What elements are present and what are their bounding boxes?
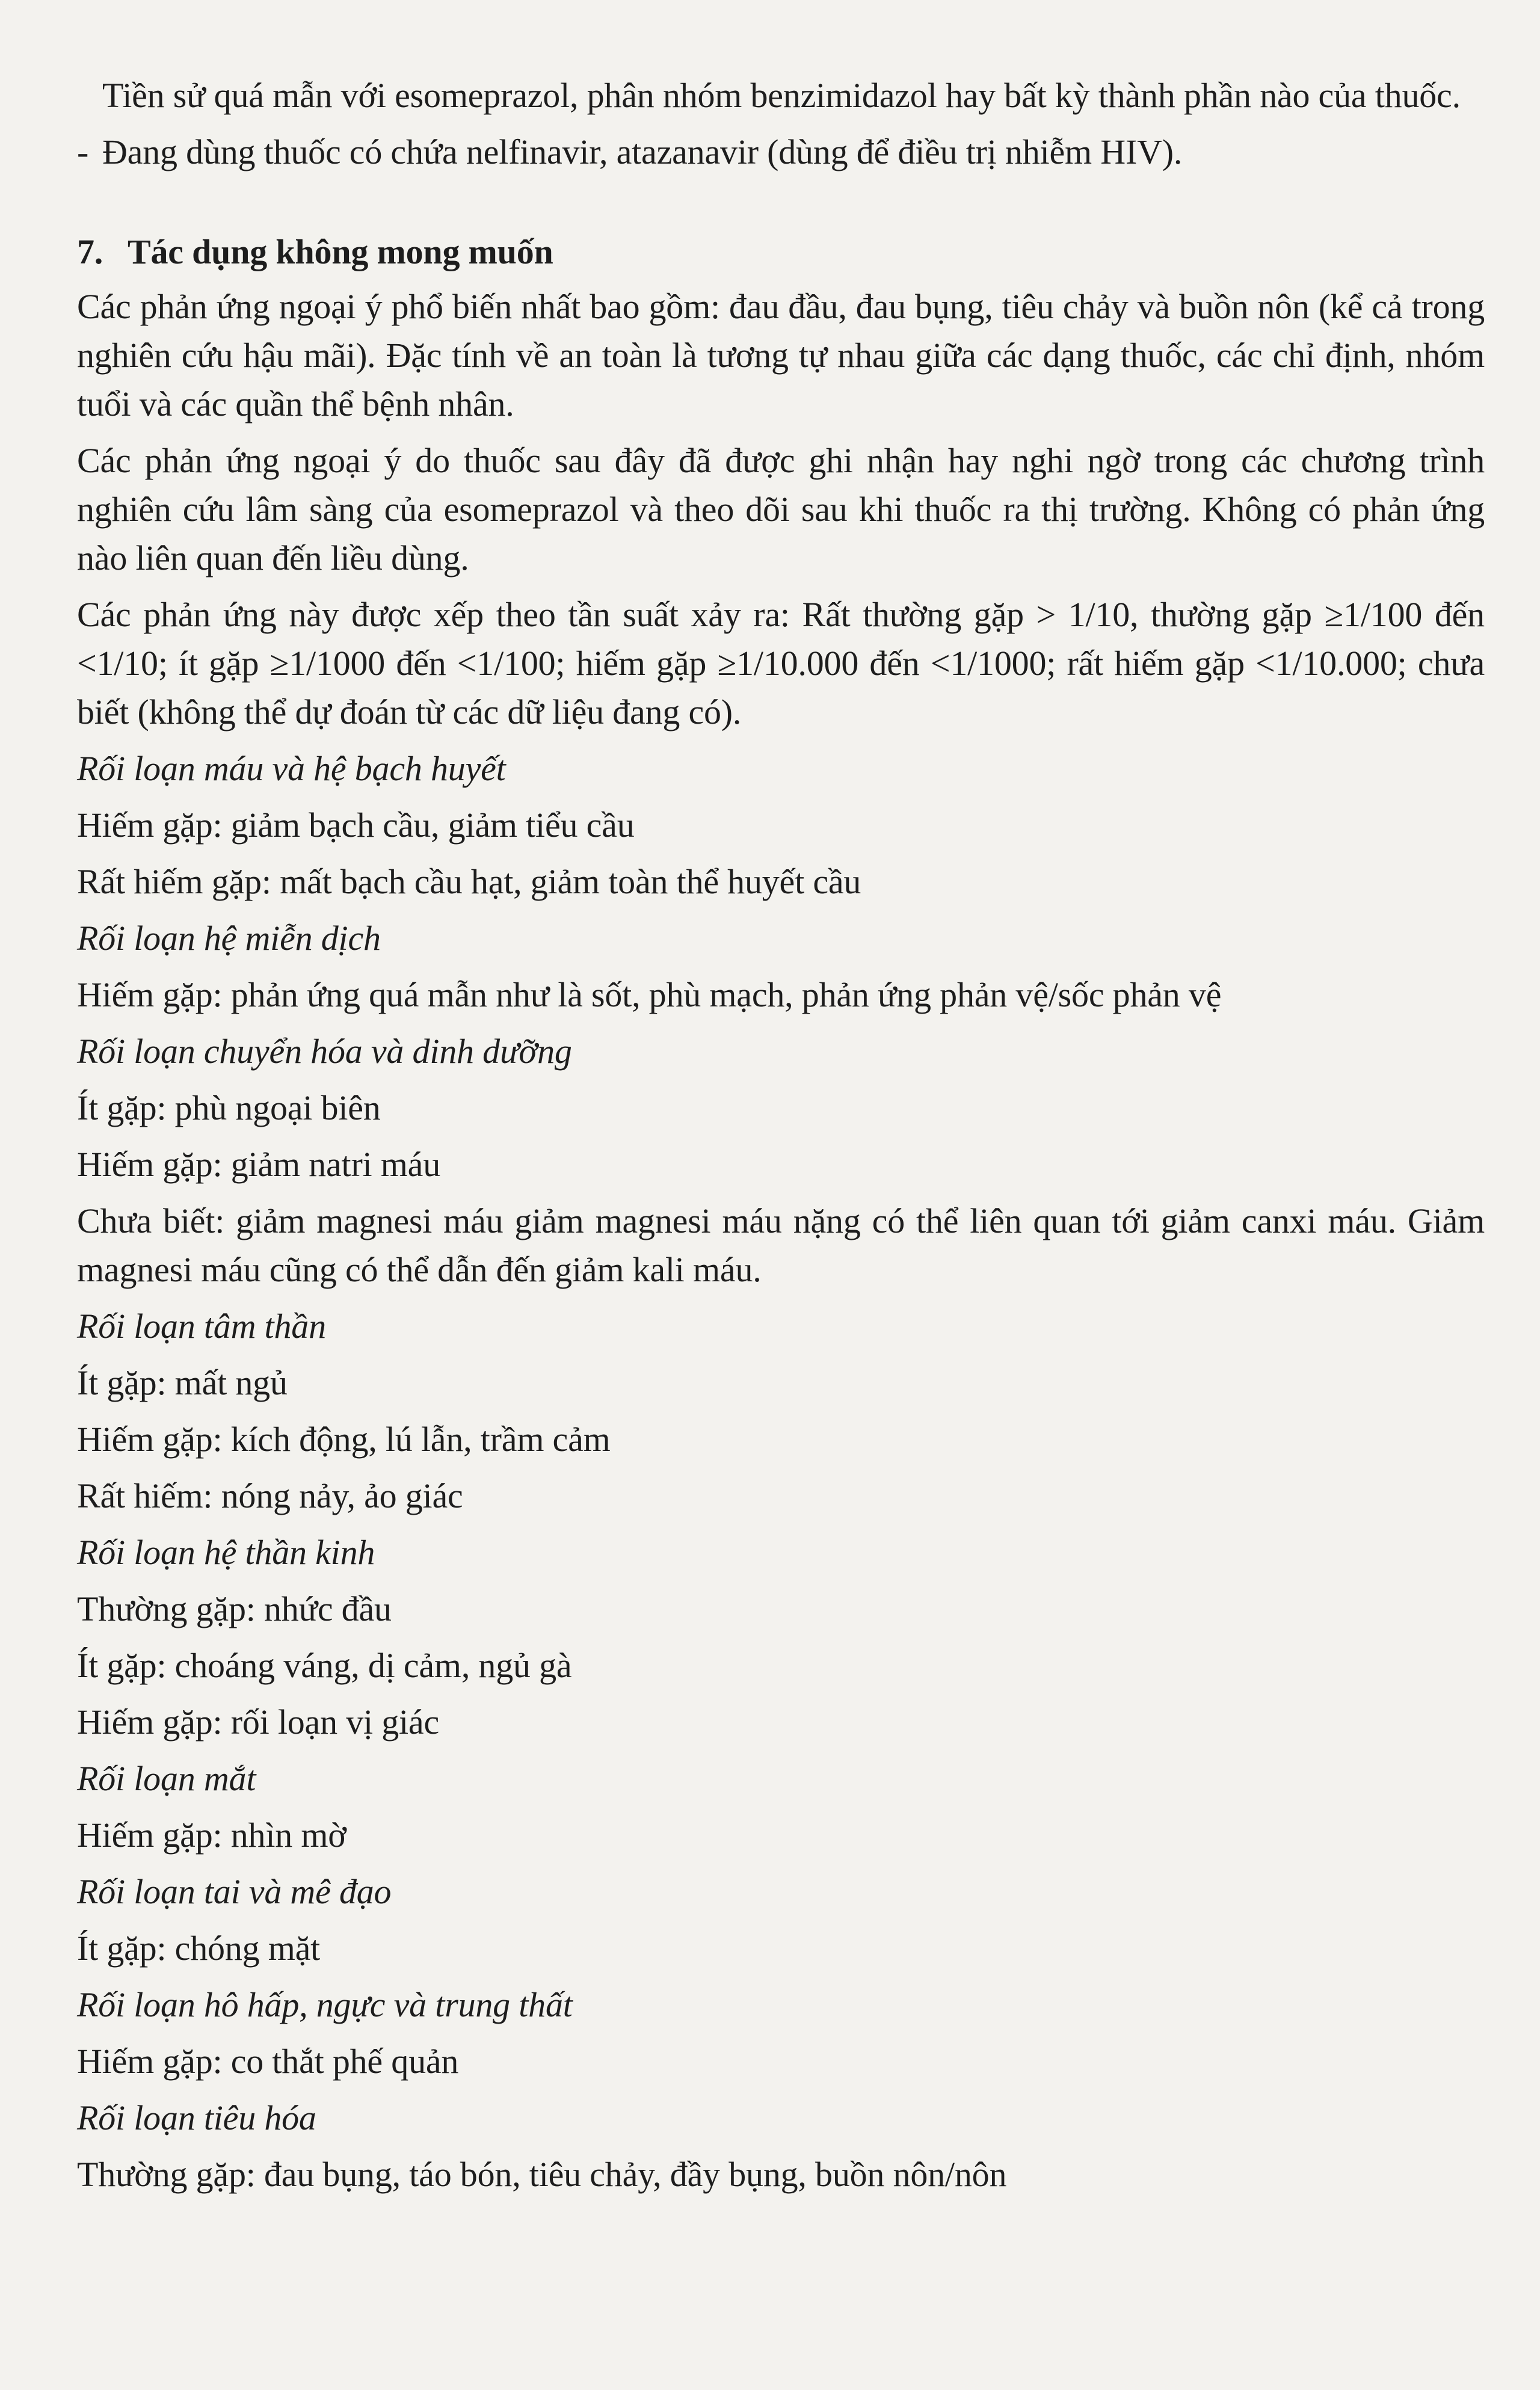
reaction-item: Chưa biết: giảm magnesi máu giảm magnesi máu nặng có thể liên quan tới giảm canxi máu. Giảm magnesi máu cũng có thể dẫn đến giảm kali máu. [77,1201,1485,1289]
paragraph-frequency: Các phản ứng này được xếp theo tần suất xảy ra: Rất thường gặp > 1/10, thường gặp ≥1/100 đến <1/10; ít gặp ≥1/1000 đến <1/100; hiếm gặp ≥1/10.000 đến <1/1000; rất hiếm gặp <1/10.000; chưa biết (không thể dự đoán từ các dữ liệu đang có). [77,595,1485,731]
contraindication-2-text: Đang dùng thuốc có chứa nelfinavir, atazanavir (dùng để điều trị nhiễm HIV). [102,132,1183,171]
category-heading: Rối loạn mắt [77,1759,256,1798]
paragraph-reported-reactions: Các phản ứng ngoại ý do thuốc sau đây đã được ghi nhận hay nghi ngờ trong các chương trình nghiên cứu lâm sàng của esomeprazol và theo dõi sau khi thuốc ra thị trường. Không có phản ứng nào liên quan đến liều dùng. [77,441,1485,577]
reaction-item: Rất hiếm gặp: mất bạch cầu hạt, giảm toàn thể huyết cầu [77,862,861,901]
category-heading: Rối loạn tâm thần [77,1307,326,1346]
contraindication-1: Tiền sử quá mẫn với esomeprazol, phân nhóm benzimidazol hay bất kỳ thành phần nào của thuốc. [102,76,1461,115]
paragraph-common-reactions: Các phản ứng ngoại ý phổ biến nhất bao gồm: đau đầu, đau bụng, tiêu chảy và buồn nôn (kể cả trong nghiên cứu hậu mãi). Đặc tính về an toàn là tương tự nhau giữa các dạng thuốc, các chỉ định, nhóm tuổi và các quần thể bệnh nhân. [77,287,1485,423]
category-heading: Rối loạn hệ thần kinh [77,1533,375,1572]
reaction-item: Hiếm gặp: rối loạn vị giác [77,1702,440,1742]
reaction-item: Hiếm gặp: giảm natri máu [77,1145,441,1184]
reaction-item: Hiếm gặp: co thắt phế quản [77,2042,459,2081]
reaction-item: Ít gặp: phù ngoại biên [77,1088,381,1127]
dash-marker: - [77,132,89,171]
section-heading [77,227,1485,276]
category-heading: Rối loạn hô hấp, ngực và trung thất [77,1985,573,2024]
category-heading: Rối loạn chuyển hóa và dinh dưỡng [77,1032,572,1071]
reaction-item: Thường gặp: nhức đầu [77,1589,392,1628]
reaction-item: Ít gặp: choáng váng, dị cảm, ngủ gà [77,1646,572,1685]
reaction-item: Hiếm gặp: nhìn mờ [77,1816,346,1855]
category-heading: Rối loạn máu và hệ bạch huyết [77,749,506,788]
reaction-item: Thường gặp: đau bụng, táo bón, tiêu chảy, đầy bụng, buồn nôn/nôn [77,2155,1007,2194]
category-heading: Rối loạn hệ miễn dịch [77,919,381,958]
contraindication-2 [77,128,1485,176]
reaction-item: Ít gặp: chóng mặt [77,1929,321,1968]
category-heading: Rối loạn tai và mê đạo [77,1872,392,1911]
section-title: Tác dụng không mong muốn [128,232,553,271]
reaction-item: Hiếm gặp: kích động, lú lẫn, trầm cảm [77,1420,611,1459]
reaction-item: Hiếm gặp: giảm bạch cầu, giảm tiểu cầu [77,805,635,845]
reaction-item: Hiếm gặp: phản ứng quá mẫn như là sốt, phù mạch, phản ứng phản vệ/sốc phản vệ [77,975,1222,1014]
section-number: 7. [77,232,103,271]
reaction-item: Ít gặp: mất ngủ [77,1363,288,1402]
reaction-item: Rất hiếm: nóng nảy, ảo giác [77,1476,463,1515]
category-heading: Rối loạn tiêu hóa [77,2098,316,2137]
document-body [77,71,1485,2207]
